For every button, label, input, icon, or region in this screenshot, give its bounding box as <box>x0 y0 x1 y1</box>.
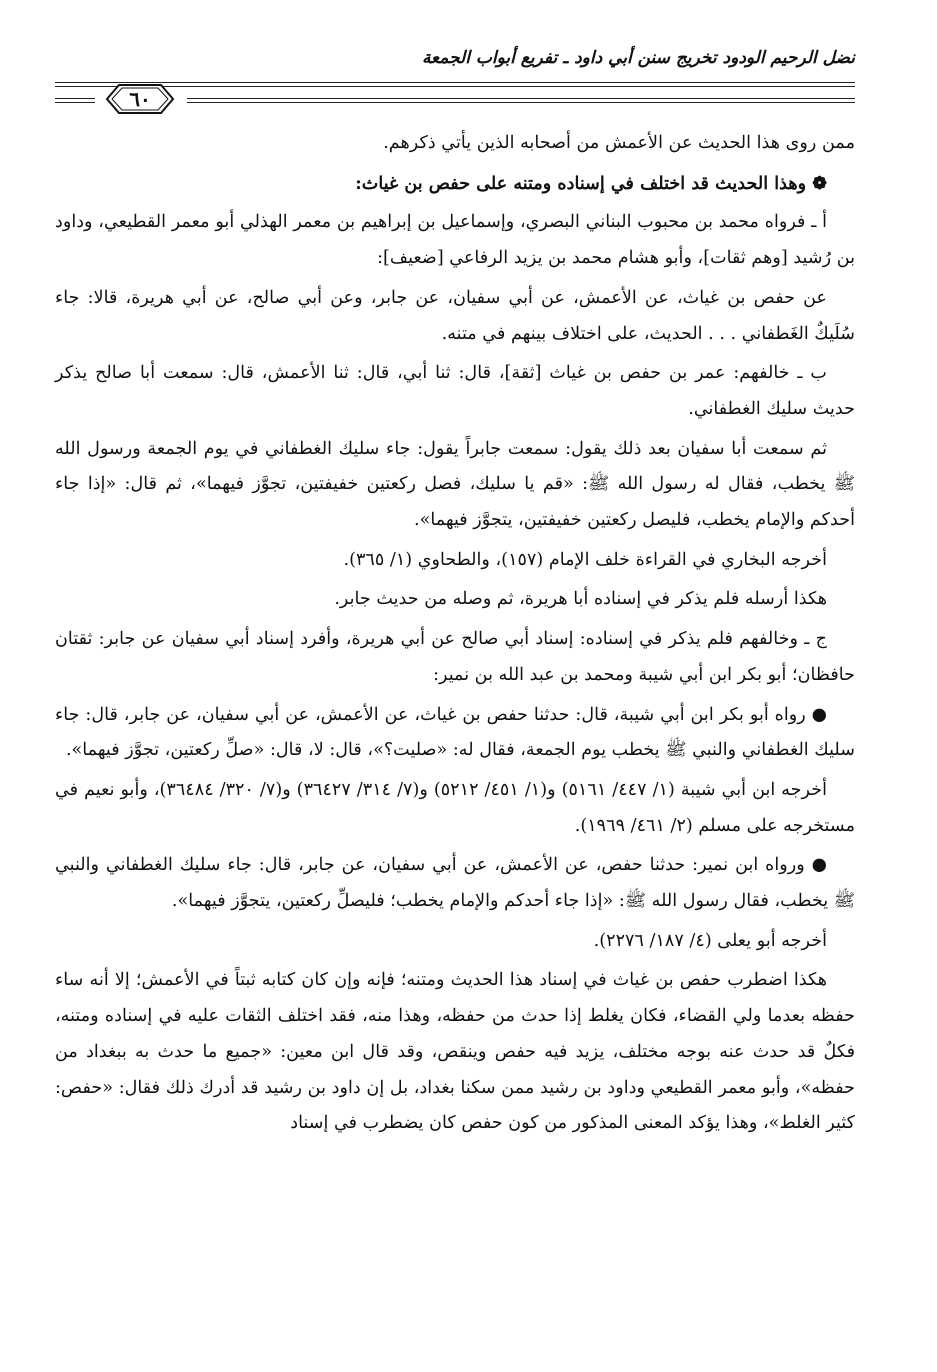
body-paragraph: ❁ وهذا الحديث قد اختلف في إسناده ومتنه على حفص بن غياث: <box>355 172 827 194</box>
body-paragraph: ج ـ وخالفهم فلم يذكر في إسناده: إسناد أبي صالح عن أبي هريرة، وأفرد إسناد أبي سفيان عن جابر: ثقتان حافظان؛ أبو بكر ابن أبي شيبة ومحمد بن عبد الله بن نمير: <box>55 629 855 685</box>
body-paragraph: أخرجه أبو يعلى (٤/ ١٨٧/ ٢٢٧٦). <box>593 930 827 951</box>
page-number: ٦٠ <box>129 87 151 111</box>
body-paragraph: ب ـ خالفهم: عمر بن حفص بن غياث [ثقة]، قال: ثنا أبي، قال: ثنا الأعمش، قال: سمعت أبا صالح يذكر حديث سليك الغطفاني. <box>55 363 855 419</box>
body-paragraph: أخرجه ابن أبي شيبة (١/ ٤٤٧/ ٥١٦١) و(١/ ٤٥١/ ٥٢١٢) و(٧/ ٣١٤/ ٣٦٤٢٧) و(٧/ ٣٢٠/ ٣٦٤٨٤)، وأبو نعيم في مستخرجه على مسلم (٢/ ٤٦١/ ١٩٦٩). <box>55 779 855 836</box>
body-paragraph: ثم سمعت أبا سفيان بعد ذلك يقول: سمعت جابراً يقول: جاء سليك الغطفاني في يوم الجمعة ورسول الله ﷺ يخطب، فقال له رسول الله ﷺ: «قم يا سليك، فصل ركعتين خفيفتين، تجوَّز فيهما»، ثم قال: «إذا جاء أحدكم والإمام يخطب، فليصل ركعتين خفيفتين، يتجوَّز فيهما». <box>55 438 855 531</box>
book-page <box>55 40 855 1340</box>
body-paragraph: أ ـ فرواه محمد بن محبوب البناني البصري، وإسماعيل بن إبراهيم بن معمر الهذلي أبو معمر القطيعي، وداود بن رُشيد [وهم ثقات]، وأبو هشام محمد بن يزيد الرفاعي [ضعيف]: <box>55 212 855 269</box>
body-paragraph: هكذا اضطرب حفص بن غياث في إسناد هذا الحديث ومتنه؛ فإنه وإن كان كتابه ثبتاً في الأعمش؛ إلا أنه ساء حفظه بعدما ولي القضاء، فكان يغلط إذا حدث من حفظه، وهذا منه، فقد اختلف الثقات عليه في إسناده ومتنه، فكلٌ قد حدث عنه بوجه مختلف، يزيد فيه حفص وينقص، وقد قال ابن معين: «جميع ما حدث به ببغداد من حفظه»، وأبو معمر القطيعي وداود بن رشيد ممن سكنا بغداد، بل إن داود بن رشيد قد أدرك ذلك فقال: «حفص: كثير الغلط»، وهذا يؤكد المعنى المذكور من كون حفص كان يضطرب في إسناد <box>55 970 855 1134</box>
body-paragraph: أخرجه البخاري في القراءة خلف الإمام (١٥٧)، والطحاوي (١/ ٣٦٥). <box>343 549 827 570</box>
body-paragraph: هكذا أرسله فلم يذكر في إسناده أبا هريرة، ثم وصله من حديث جابر. <box>334 589 827 610</box>
page-number-badge <box>107 84 173 114</box>
body-paragraph: ● رواه أبو بكر ابن أبي شيبة، قال: حدثنا حفص بن غياث، عن الأعمش، عن أبي سفيان، عن جابر، قال: جاء سليك الغطفاني والنبي ﷺ يخطب يوم الجمعة، فقال له: «صليت؟»، قال: لا، قال: «صلِّ ركعتين، تجوَّز فيهما». <box>55 704 855 761</box>
body-paragraph: ممن روى هذا الحديث عن الأعمش من أصحابه الذين يأتي ذكرهم. <box>383 133 855 153</box>
body-paragraph: ● ورواه ابن نمير: حدثنا حفص، عن الأعمش، عن أبي سفيان، عن جابر، قال: جاء سليك الغطفاني والنبي ﷺ يخطب، فقال رسول الله ﷺ: «إذا جاء أحدكم والإمام يخطب؛ فليصلِّ ركعتين، يتجوَّز فيهما». <box>55 855 855 912</box>
running-header: نضل الرحيم الودود تخريج سنن أبي داود ـ تفريع أبواب الجمعة <box>421 48 855 68</box>
header-rule <box>187 102 855 103</box>
page-body <box>55 126 855 1142</box>
header-rule <box>55 98 95 99</box>
body-paragraph: عن حفص بن غياث، عن الأعمش، عن أبي سفيان، عن جابر، وعن أبي صالح، عن أبي هريرة، قالا: جاء سُلَيكٌ الغَطفاني . . . الحديث، على اختلاف بينهم في متنه. <box>55 287 855 344</box>
header-rule <box>187 98 855 99</box>
header-rule <box>55 102 95 103</box>
